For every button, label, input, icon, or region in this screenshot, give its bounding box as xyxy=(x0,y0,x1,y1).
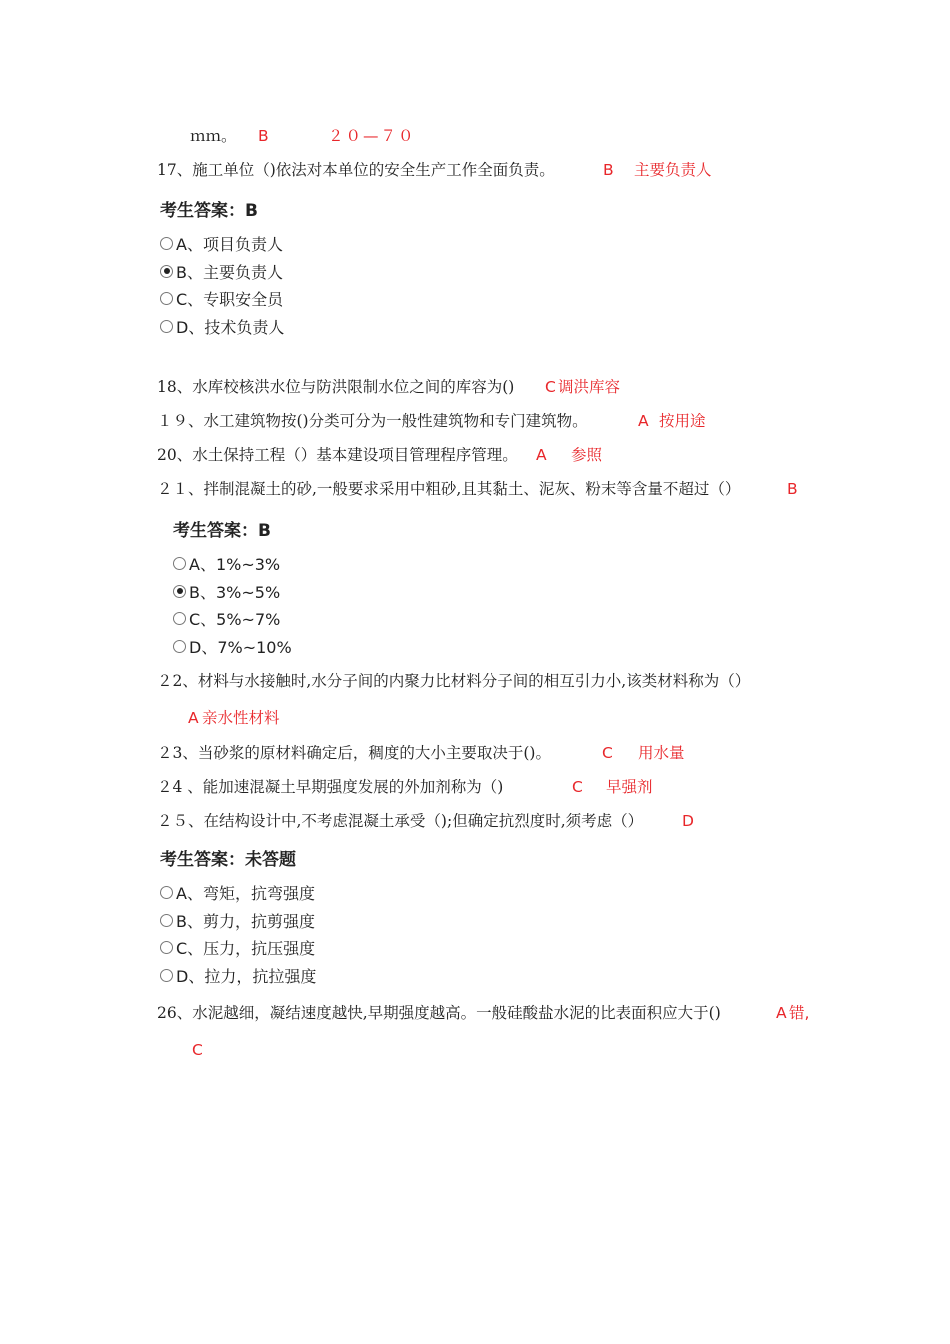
radio-icon[interactable] xyxy=(173,557,186,570)
q19-answer: A xyxy=(638,412,649,430)
q19-note: 按用途 xyxy=(659,412,706,430)
q17-text: 17、施工单位（)依法对本单位的安全生产工作全面负责。 xyxy=(157,161,555,179)
q25-exam-answer xyxy=(160,845,316,989)
q17-note: 主要负责人 xyxy=(634,161,712,179)
q25-answer: D xyxy=(682,812,694,830)
radio-icon[interactable] xyxy=(173,612,186,625)
q22-note: 亲水性材料 xyxy=(202,709,280,727)
q26-answer: A xyxy=(776,1004,787,1022)
q18-note: 调洪库容 xyxy=(558,378,621,396)
q24-text: ２4 、能加速混凝土早期强度发展的外加剂称为（) xyxy=(157,778,504,796)
exam-answer-title: 考生答案：B xyxy=(160,201,258,221)
q21-option-c[interactable]: C、5%~7% xyxy=(173,605,292,633)
q22-answer: A xyxy=(188,709,199,727)
radio-selected-icon[interactable] xyxy=(173,585,186,598)
q17-option-a[interactable]: A、项目负责人 xyxy=(160,230,284,258)
q19-text: １９、水工建筑物按()分类可分为一般性建筑物和专门建筑物。 xyxy=(157,412,588,430)
q24-note: 早强剂 xyxy=(606,778,653,796)
q26-text: 26、水泥越细，凝结速度越快,早期强度越高。一般硅酸盐水泥的比表面积应大于() xyxy=(157,1004,721,1022)
q20-answer: A xyxy=(536,446,547,464)
q17-option-b[interactable]: B、主要负责人 xyxy=(160,258,284,286)
q25-text: ２５、在结构设计中,不考虑混凝土承受（);但确定抗烈度时,须考虑（） xyxy=(157,812,644,830)
radio-icon[interactable] xyxy=(173,640,186,653)
q25-option-d[interactable]: D、拉力，抗拉强度 xyxy=(160,962,316,990)
radio-icon[interactable] xyxy=(160,237,173,250)
radio-icon[interactable] xyxy=(160,941,173,954)
q25-option-c[interactable]: C、压力，抗压强度 xyxy=(160,934,316,962)
q26-answer2: C xyxy=(192,1041,203,1059)
exam-answer-title: 考生答案：未答题 xyxy=(160,850,296,870)
q16-answer: B xyxy=(258,127,269,145)
q24-answer: C xyxy=(572,778,583,796)
radio-selected-icon[interactable] xyxy=(160,265,173,278)
q17-exam-answer xyxy=(160,196,284,340)
q23-answer: C xyxy=(602,744,613,762)
radio-icon[interactable] xyxy=(160,886,173,899)
radio-icon[interactable] xyxy=(160,320,173,333)
q20-note: 参照 xyxy=(571,446,603,464)
q16-row xyxy=(190,126,237,146)
q25-option-a[interactable]: A、弯矩，抗弯强度 xyxy=(160,879,316,907)
q16-text: ｍｍ。 xyxy=(190,127,237,145)
q17-option-d[interactable]: D、技术负责人 xyxy=(160,313,284,341)
q17-answer: B xyxy=(603,161,614,179)
radio-icon[interactable] xyxy=(160,292,173,305)
q18-answer: C xyxy=(545,378,556,396)
radio-icon[interactable] xyxy=(160,914,173,927)
q23-note: 用水量 xyxy=(638,744,685,762)
q21-text: ２１、拌制混凝土的砂,一般要求采用中粗砂,且其黏土、泥灰、粉末等含量不超过（） xyxy=(157,480,741,498)
radio-icon[interactable] xyxy=(160,969,173,982)
q25-option-b[interactable]: B、剪力，抗剪强度 xyxy=(160,907,316,935)
q20-text: 20、水土保持工程（）基本建设项目管理程序管理。 xyxy=(157,446,518,464)
q18-text: 18、水库校核洪水位与防洪限制水位之间的库容为() xyxy=(157,378,515,396)
q16-note: ２０—７０ xyxy=(328,127,416,145)
q23-text: ２3、当砂浆的原材料确定后，稠度的大小主要取决于()。 xyxy=(157,744,551,762)
q21-option-b[interactable]: B、3%~5% xyxy=(173,578,292,606)
q26-note: 错, xyxy=(789,1004,810,1022)
q21-answer: B xyxy=(787,480,798,498)
q21-exam-answer xyxy=(173,516,292,660)
q17-option-c[interactable]: C、专职安全员 xyxy=(160,285,284,313)
q22-text: ２2、材料与水接触时,水分子间的内聚力比材料分子间的相互引力小,该类材料称为（） xyxy=(157,672,751,690)
exam-answer-title: 考生答案：B xyxy=(173,521,271,541)
q21-option-a[interactable]: A、1%~3% xyxy=(173,550,292,578)
q21-option-d[interactable]: D、7%~10% xyxy=(173,633,292,661)
